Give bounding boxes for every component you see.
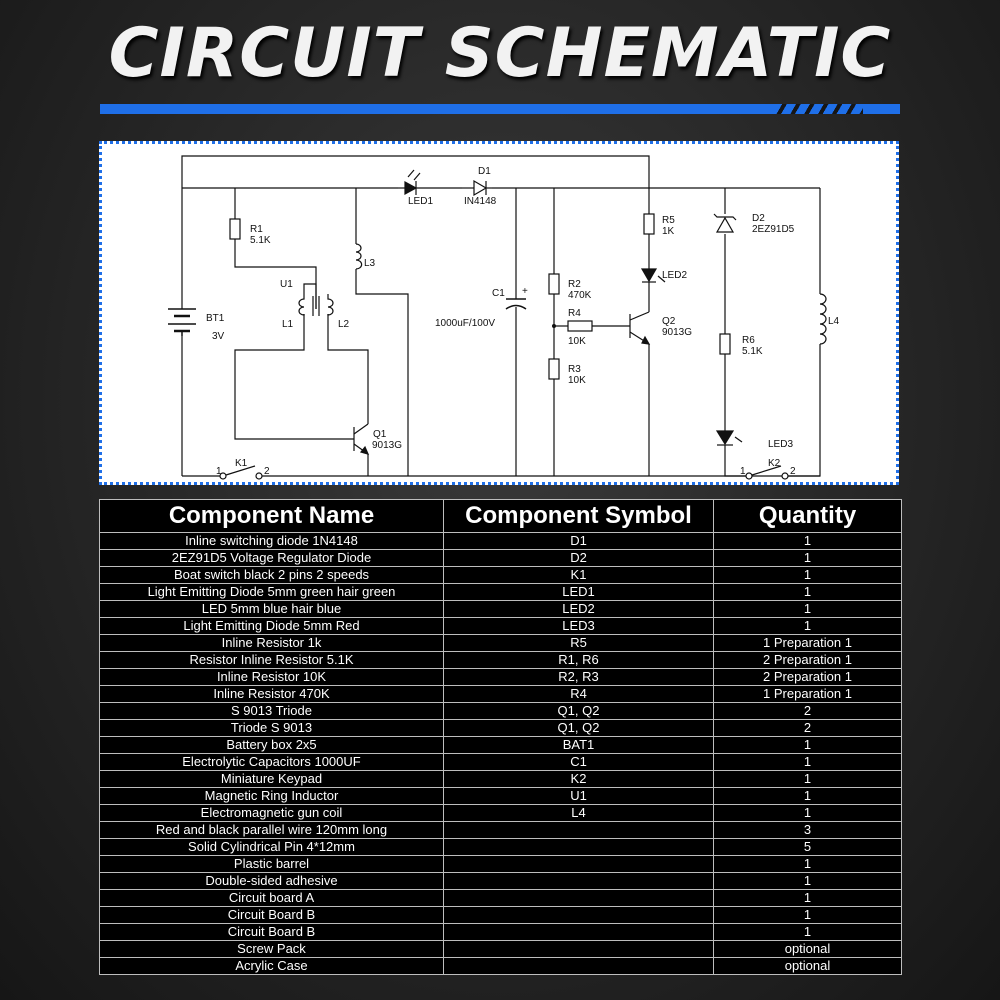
- label-d2: D2: [752, 213, 765, 224]
- component-name-cell: Boat switch black 2 pins 2 speeds: [100, 567, 444, 584]
- label-l2: L2: [338, 319, 350, 330]
- component-name-cell: 2EZ91D5 Voltage Regulator Diode: [100, 550, 444, 567]
- component-symbol-cell: [444, 907, 714, 924]
- component-symbol-cell: D1: [444, 533, 714, 550]
- table-row: [100, 771, 902, 788]
- quantity-cell: 1 Preparation 1: [714, 635, 902, 652]
- label-led2: LED2: [662, 270, 688, 281]
- table-row: [100, 907, 902, 924]
- label-led3: LED3: [768, 439, 794, 450]
- component-symbol-cell: LED3: [444, 618, 714, 635]
- column-header-symbol: Component Symbol: [444, 500, 714, 533]
- table-row: [100, 890, 902, 907]
- component-name-cell: Inline Resistor 10K: [100, 669, 444, 686]
- label-l1: L1: [282, 319, 294, 330]
- component-name-cell: Solid Cylindrical Pin 4*12mm: [100, 839, 444, 856]
- quantity-cell: 1: [714, 618, 902, 635]
- component-name-cell: Screw Pack: [100, 941, 444, 958]
- label-q2-part: 9013G: [662, 327, 693, 338]
- resistor-r5: [644, 214, 654, 234]
- component-symbol-cell: C1: [444, 754, 714, 771]
- component-name-cell: LED 5mm blue hair blue: [100, 601, 444, 618]
- label-c1: C1: [492, 288, 505, 299]
- quantity-cell: 1: [714, 737, 902, 754]
- inductor-l3: [356, 244, 362, 269]
- title-underline-stripes: [773, 104, 863, 114]
- circuit-schematic: [99, 141, 899, 485]
- label-d1: D1: [478, 166, 491, 177]
- label-k2-pin1: 1: [740, 466, 746, 477]
- quantity-cell: 1: [714, 788, 902, 805]
- battery-bt1: [168, 309, 196, 336]
- led1-symbol: [398, 170, 462, 195]
- label-r6: R6: [742, 335, 755, 346]
- label-r5: R5: [662, 215, 675, 226]
- quantity-cell: 5: [714, 839, 902, 856]
- component-name-cell: Miniature Keypad: [100, 771, 444, 788]
- led3-symbol: [717, 431, 742, 448]
- label-l3: L3: [364, 258, 376, 269]
- component-name-cell: Circuit board A: [100, 890, 444, 907]
- component-name-cell: Light Emitting Diode 5mm green hair green: [100, 584, 444, 601]
- quantity-cell: 2 Preparation 1: [714, 652, 902, 669]
- label-r4: R4: [568, 308, 581, 319]
- capacitor-c1: [506, 286, 528, 309]
- component-name-cell: Circuit Board B: [100, 924, 444, 941]
- table-header-row: [100, 500, 902, 533]
- component-symbol-cell: Q1, Q2: [444, 720, 714, 737]
- quantity-cell: 1: [714, 533, 902, 550]
- component-name-cell: Double-sided adhesive: [100, 873, 444, 890]
- label-r6-value: 5.1K: [742, 346, 763, 357]
- table-row: [100, 686, 902, 703]
- label-c1-value: 1000uF/100V: [435, 318, 496, 329]
- schematic-drawing: [102, 144, 896, 482]
- table-row: [100, 941, 902, 958]
- component-symbol-cell: [444, 941, 714, 958]
- table-row: [100, 873, 902, 890]
- label-bt1: BT1: [206, 313, 225, 324]
- label-d2-part: 2EZ91D5: [752, 224, 795, 235]
- label-q1: Q1: [373, 429, 387, 440]
- column-header-quantity: Quantity: [714, 500, 902, 533]
- component-name-cell: S 9013 Triode: [100, 703, 444, 720]
- junction-dot: [552, 324, 556, 328]
- table-row: [100, 533, 902, 550]
- label-k1-pin1: 1: [216, 466, 222, 477]
- component-symbol-cell: LED2: [444, 601, 714, 618]
- table-row: [100, 652, 902, 669]
- component-name-cell: Red and black parallel wire 120mm long: [100, 822, 444, 839]
- resistor-r4: [568, 321, 592, 331]
- table-row: [100, 618, 902, 635]
- quantity-cell: 2: [714, 703, 902, 720]
- label-u1: U1: [280, 279, 293, 290]
- component-symbol-cell: [444, 856, 714, 873]
- quantity-cell: optional: [714, 958, 902, 975]
- component-name-cell: Inline Resistor 1k: [100, 635, 444, 652]
- label-r3-value: 10K: [568, 375, 586, 386]
- label-l4: L4: [828, 316, 840, 327]
- component-symbol-cell: D2: [444, 550, 714, 567]
- quantity-cell: 2 Preparation 1: [714, 669, 902, 686]
- component-symbol-cell: [444, 822, 714, 839]
- inductor-l4: [820, 294, 826, 344]
- label-k2-pin2: 2: [790, 466, 796, 477]
- svg-text:+: +: [522, 286, 528, 297]
- quantity-cell: 1: [714, 567, 902, 584]
- component-name-cell: Inline switching diode 1N4148: [100, 533, 444, 550]
- component-symbol-cell: R5: [444, 635, 714, 652]
- quantity-cell: 2: [714, 720, 902, 737]
- component-symbol-cell: [444, 839, 714, 856]
- component-symbol-cell: LED1: [444, 584, 714, 601]
- component-symbol-cell: R1, R6: [444, 652, 714, 669]
- quantity-cell: 1: [714, 890, 902, 907]
- component-table: [99, 499, 902, 975]
- component-name-cell: Inline Resistor 470K: [100, 686, 444, 703]
- quantity-cell: 1: [714, 805, 902, 822]
- table-row: [100, 567, 902, 584]
- table-row: [100, 856, 902, 873]
- table-row: [100, 703, 902, 720]
- table-row: [100, 720, 902, 737]
- component-name-cell: Battery box 2x5: [100, 737, 444, 754]
- diode-d1-symbol: [462, 181, 492, 195]
- table-row: [100, 601, 902, 618]
- switch-k2: [746, 466, 788, 479]
- quantity-cell: 1: [714, 873, 902, 890]
- label-r1-value: 5.1K: [250, 235, 271, 246]
- component-name-cell: Resistor Inline Resistor 5.1K: [100, 652, 444, 669]
- label-r3: R3: [568, 364, 581, 375]
- quantity-cell: 1: [714, 754, 902, 771]
- table-row: [100, 924, 902, 941]
- label-k1-pin2: 2: [264, 466, 270, 477]
- component-symbol-cell: K2: [444, 771, 714, 788]
- label-r1: R1: [250, 224, 263, 235]
- label-k2: K2: [768, 458, 781, 469]
- label-r2: R2: [568, 279, 581, 290]
- table-row: [100, 550, 902, 567]
- resistor-r1: [230, 219, 240, 239]
- quantity-cell: 1: [714, 907, 902, 924]
- quantity-cell: optional: [714, 941, 902, 958]
- quantity-cell: 1: [714, 601, 902, 618]
- quantity-cell: 1: [714, 771, 902, 788]
- component-name-cell: Electrolytic Capacitors 1000UF: [100, 754, 444, 771]
- quantity-cell: 1: [714, 856, 902, 873]
- table-row: [100, 805, 902, 822]
- component-symbol-cell: Q1, Q2: [444, 703, 714, 720]
- table-row: [100, 788, 902, 805]
- component-name-cell: Acrylic Case: [100, 958, 444, 975]
- schematic-labels: [206, 166, 840, 477]
- table-row: [100, 635, 902, 652]
- component-symbol-cell: U1: [444, 788, 714, 805]
- table-row: [100, 669, 902, 686]
- transistor-q1: [354, 424, 368, 454]
- quantity-cell: 1: [714, 584, 902, 601]
- component-symbol-cell: R2, R3: [444, 669, 714, 686]
- label-bt1-value: 3V: [212, 331, 225, 342]
- component-symbol-cell: L4: [444, 805, 714, 822]
- label-r5-value: 1K: [662, 226, 675, 237]
- resistor-r3: [549, 359, 559, 379]
- resistor-r2: [549, 274, 559, 294]
- label-k1: K1: [235, 458, 248, 469]
- table-row: [100, 822, 902, 839]
- table-row: [100, 958, 902, 975]
- column-header-name: Component Name: [100, 500, 444, 533]
- transformer-u1: [299, 284, 333, 316]
- component-symbol-cell: [444, 873, 714, 890]
- table-body: [100, 533, 902, 975]
- transistor-q2: [630, 312, 649, 344]
- component-symbol-cell: BAT1: [444, 737, 714, 754]
- resistor-r6: [720, 334, 730, 354]
- table-row: [100, 737, 902, 754]
- component-name-cell: Plastic barrel: [100, 856, 444, 873]
- table-row: [100, 584, 902, 601]
- label-led1: LED1: [408, 196, 434, 207]
- label-q2: Q2: [662, 316, 676, 327]
- component-name-cell: Magnetic Ring Inductor: [100, 788, 444, 805]
- component-symbol-cell: [444, 958, 714, 975]
- label-r2-value: 470K: [568, 290, 592, 301]
- component-symbol-cell: K1: [444, 567, 714, 584]
- label-r4-value: 10K: [568, 336, 586, 347]
- component-name-cell: Electromagnetic gun coil: [100, 805, 444, 822]
- component-name-cell: Circuit Board B: [100, 907, 444, 924]
- quantity-cell: 1 Preparation 1: [714, 686, 902, 703]
- quantity-cell: 1: [714, 550, 902, 567]
- component-name-cell: Light Emitting Diode 5mm Red: [100, 618, 444, 635]
- page-title: CIRCUIT SCHEMATIC: [108, 14, 892, 93]
- label-q1-part: 9013G: [372, 440, 403, 451]
- zener-d2: [714, 214, 736, 232]
- table-row: [100, 754, 902, 771]
- component-symbol-cell: [444, 924, 714, 941]
- label-d1-part: IN4148: [464, 196, 497, 207]
- component-symbol-cell: [444, 890, 714, 907]
- quantity-cell: 1: [714, 924, 902, 941]
- table-row: [100, 839, 902, 856]
- component-symbol-cell: R4: [444, 686, 714, 703]
- component-name-cell: Triode S 9013: [100, 720, 444, 737]
- quantity-cell: 3: [714, 822, 902, 839]
